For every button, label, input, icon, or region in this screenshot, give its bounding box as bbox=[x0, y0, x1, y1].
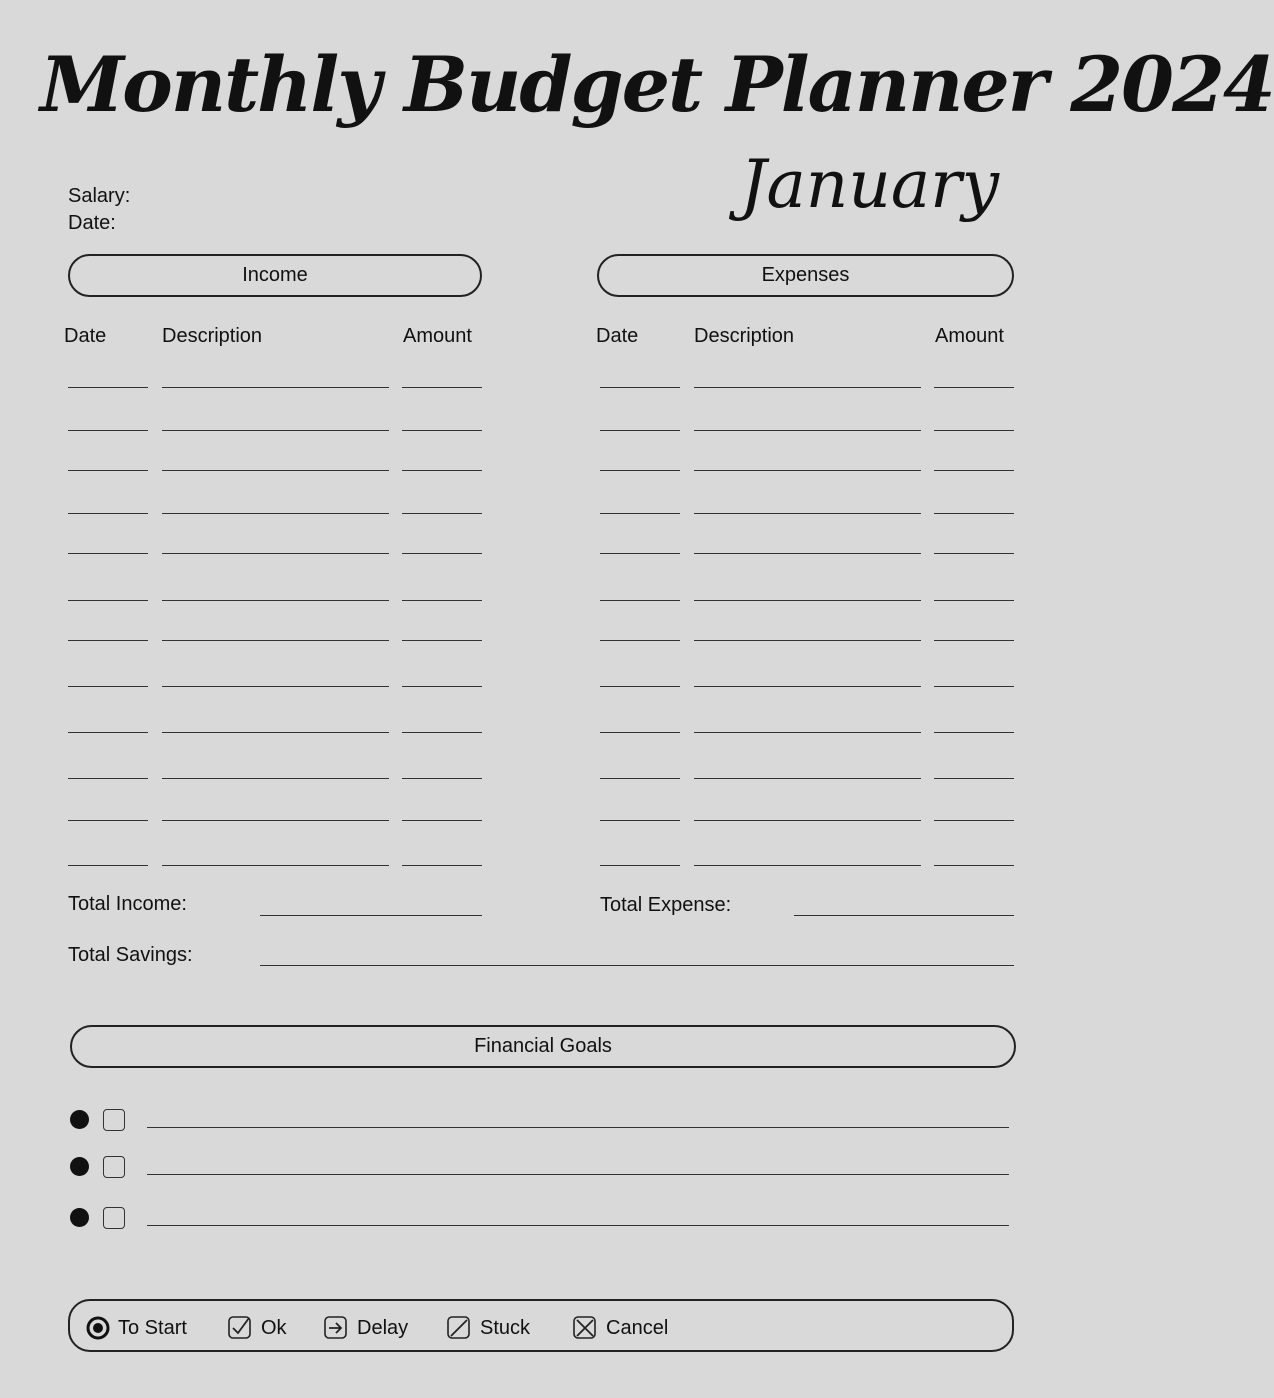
expense-row-date-field[interactable] bbox=[600, 553, 680, 554]
expense-row-date-field[interactable] bbox=[600, 387, 680, 388]
income-row-description-field[interactable] bbox=[162, 430, 389, 431]
income-row-amount-field[interactable] bbox=[402, 513, 482, 514]
total-income-field[interactable] bbox=[260, 915, 482, 916]
salary-label: Salary: bbox=[68, 185, 131, 207]
expense-row-description-field[interactable] bbox=[694, 600, 921, 601]
legend-cancel-label: Cancel bbox=[606, 1316, 669, 1339]
income-row-description-field[interactable] bbox=[162, 553, 389, 554]
expense-row-date-field[interactable] bbox=[600, 470, 680, 471]
income-row-date-field[interactable] bbox=[68, 640, 148, 641]
expense-row-amount-field[interactable] bbox=[934, 470, 1014, 471]
expense-row-amount-field[interactable] bbox=[934, 865, 1014, 866]
legend-delay-label: Delay bbox=[357, 1316, 409, 1339]
total-income-label: Total Income: bbox=[68, 893, 187, 915]
expense-row-description-field[interactable] bbox=[694, 820, 921, 821]
bullet-dot-icon bbox=[70, 1157, 89, 1176]
date-label: Date: bbox=[68, 212, 116, 234]
income-row-description-field[interactable] bbox=[162, 686, 389, 687]
legend-stuck bbox=[446, 1312, 530, 1344]
expense-row-amount-field[interactable] bbox=[934, 387, 1014, 388]
goal-line-field[interactable] bbox=[147, 1127, 1009, 1128]
income-row-amount-field[interactable] bbox=[402, 640, 482, 641]
expense-row-date-field[interactable] bbox=[600, 865, 680, 866]
income-row-description-field[interactable] bbox=[162, 640, 389, 641]
expense-row-description-field[interactable] bbox=[694, 470, 921, 471]
income-row-amount-field[interactable] bbox=[402, 470, 482, 471]
expense-row-amount-field[interactable] bbox=[934, 686, 1014, 687]
income-row-date-field[interactable] bbox=[68, 865, 148, 866]
total-expense-field[interactable] bbox=[794, 915, 1014, 916]
legend-to-start bbox=[86, 1312, 187, 1344]
expense-row-description-field[interactable] bbox=[694, 732, 921, 733]
expense-row-description-field[interactable] bbox=[694, 430, 921, 431]
income-row-date-field[interactable] bbox=[68, 732, 148, 733]
income-row-description-field[interactable] bbox=[162, 513, 389, 514]
expenses-section-header: Expenses bbox=[597, 254, 1014, 297]
expense-row-description-field[interactable] bbox=[694, 553, 921, 554]
expense-row-date-field[interactable] bbox=[600, 778, 680, 779]
income-row-amount-field[interactable] bbox=[402, 778, 482, 779]
income-row-date-field[interactable] bbox=[68, 600, 148, 601]
income-row-amount-field[interactable] bbox=[402, 387, 482, 388]
expenses-col-description: Description bbox=[694, 325, 795, 347]
income-row-description-field[interactable] bbox=[162, 470, 389, 471]
expense-row-amount-field[interactable] bbox=[934, 778, 1014, 779]
expenses-col-amount: Amount bbox=[935, 325, 1004, 347]
expense-row-amount-field[interactable] bbox=[934, 640, 1014, 641]
income-row-date-field[interactable] bbox=[68, 470, 148, 471]
income-row-description-field[interactable] bbox=[162, 778, 389, 779]
expense-row-amount-field[interactable] bbox=[934, 513, 1014, 514]
expense-row-date-field[interactable] bbox=[600, 640, 680, 641]
goal-checkbox[interactable] bbox=[103, 1207, 125, 1229]
goal-checkbox[interactable] bbox=[103, 1156, 125, 1178]
total-savings-label: Total Savings: bbox=[68, 944, 193, 966]
expense-row-description-field[interactable] bbox=[694, 865, 921, 866]
legend-stuck-label: Stuck bbox=[480, 1316, 531, 1339]
bullet-dot-icon bbox=[70, 1110, 89, 1129]
slash-box-icon bbox=[446, 1315, 472, 1341]
income-row-date-field[interactable] bbox=[68, 553, 148, 554]
income-col-amount: Amount bbox=[403, 325, 472, 347]
arrow-box-icon bbox=[323, 1315, 349, 1341]
expense-row-amount-field[interactable] bbox=[934, 553, 1014, 554]
income-row-description-field[interactable] bbox=[162, 600, 389, 601]
financial-goals-section-header: Financial Goals bbox=[70, 1025, 1016, 1068]
filled-circle-icon bbox=[86, 1316, 110, 1340]
expense-row-description-field[interactable] bbox=[694, 513, 921, 514]
income-row-description-field[interactable] bbox=[162, 865, 389, 866]
expense-row-description-field[interactable] bbox=[694, 686, 921, 687]
page-title: Monthly Budget Planner 2024 bbox=[40, 40, 1274, 129]
income-section-header: Income bbox=[68, 254, 482, 297]
goal-line-field[interactable] bbox=[147, 1174, 1009, 1175]
expense-row-date-field[interactable] bbox=[600, 686, 680, 687]
checkbox-check-icon bbox=[227, 1315, 253, 1341]
income-row-amount-field[interactable] bbox=[402, 686, 482, 687]
expense-row-description-field[interactable] bbox=[694, 640, 921, 641]
income-row-amount-field[interactable] bbox=[402, 820, 482, 821]
income-row-date-field[interactable] bbox=[68, 387, 148, 388]
status-legend bbox=[68, 1299, 1014, 1352]
income-row-date-field[interactable] bbox=[68, 513, 148, 514]
expense-row-date-field[interactable] bbox=[600, 430, 680, 431]
expense-row-amount-field[interactable] bbox=[934, 600, 1014, 601]
expense-row-amount-field[interactable] bbox=[934, 732, 1014, 733]
income-row-description-field[interactable] bbox=[162, 820, 389, 821]
legend-delay bbox=[323, 1312, 408, 1344]
income-row-description-field[interactable] bbox=[162, 732, 389, 733]
income-row-amount-field[interactable] bbox=[402, 600, 482, 601]
legend-ok bbox=[227, 1312, 287, 1344]
month-title: January bbox=[740, 146, 1000, 223]
income-row-date-field[interactable] bbox=[68, 430, 148, 431]
bullet-dot-icon bbox=[70, 1208, 89, 1227]
income-row-date-field[interactable] bbox=[68, 778, 148, 779]
goal-checkbox[interactable] bbox=[103, 1109, 125, 1131]
expenses-col-date: Date bbox=[596, 325, 639, 347]
income-row-amount-field[interactable] bbox=[402, 865, 482, 866]
income-col-description: Description bbox=[162, 325, 263, 347]
expense-row-description-field[interactable] bbox=[694, 387, 921, 388]
income-row-date-field[interactable] bbox=[68, 686, 148, 687]
total-savings-field[interactable] bbox=[260, 965, 1014, 966]
legend-to-start-label: To Start bbox=[118, 1316, 187, 1339]
income-row-amount-field[interactable] bbox=[402, 553, 482, 554]
expense-row-date-field[interactable] bbox=[600, 513, 680, 514]
income-col-date: Date bbox=[64, 325, 107, 347]
legend-ok-label: Ok bbox=[261, 1316, 287, 1339]
expense-row-description-field[interactable] bbox=[694, 778, 921, 779]
total-expense-label: Total Expense: bbox=[600, 894, 732, 916]
income-row-date-field[interactable] bbox=[68, 820, 148, 821]
expense-row-amount-field[interactable] bbox=[934, 430, 1014, 431]
income-row-description-field[interactable] bbox=[162, 387, 389, 388]
x-box-icon bbox=[572, 1315, 598, 1341]
expense-row-amount-field[interactable] bbox=[934, 820, 1014, 821]
legend-cancel bbox=[572, 1312, 668, 1344]
goal-line-field[interactable] bbox=[147, 1225, 1009, 1226]
expense-row-date-field[interactable] bbox=[600, 732, 680, 733]
expense-row-date-field[interactable] bbox=[600, 600, 680, 601]
income-row-amount-field[interactable] bbox=[402, 732, 482, 733]
income-row-amount-field[interactable] bbox=[402, 430, 482, 431]
expense-row-date-field[interactable] bbox=[600, 820, 680, 821]
